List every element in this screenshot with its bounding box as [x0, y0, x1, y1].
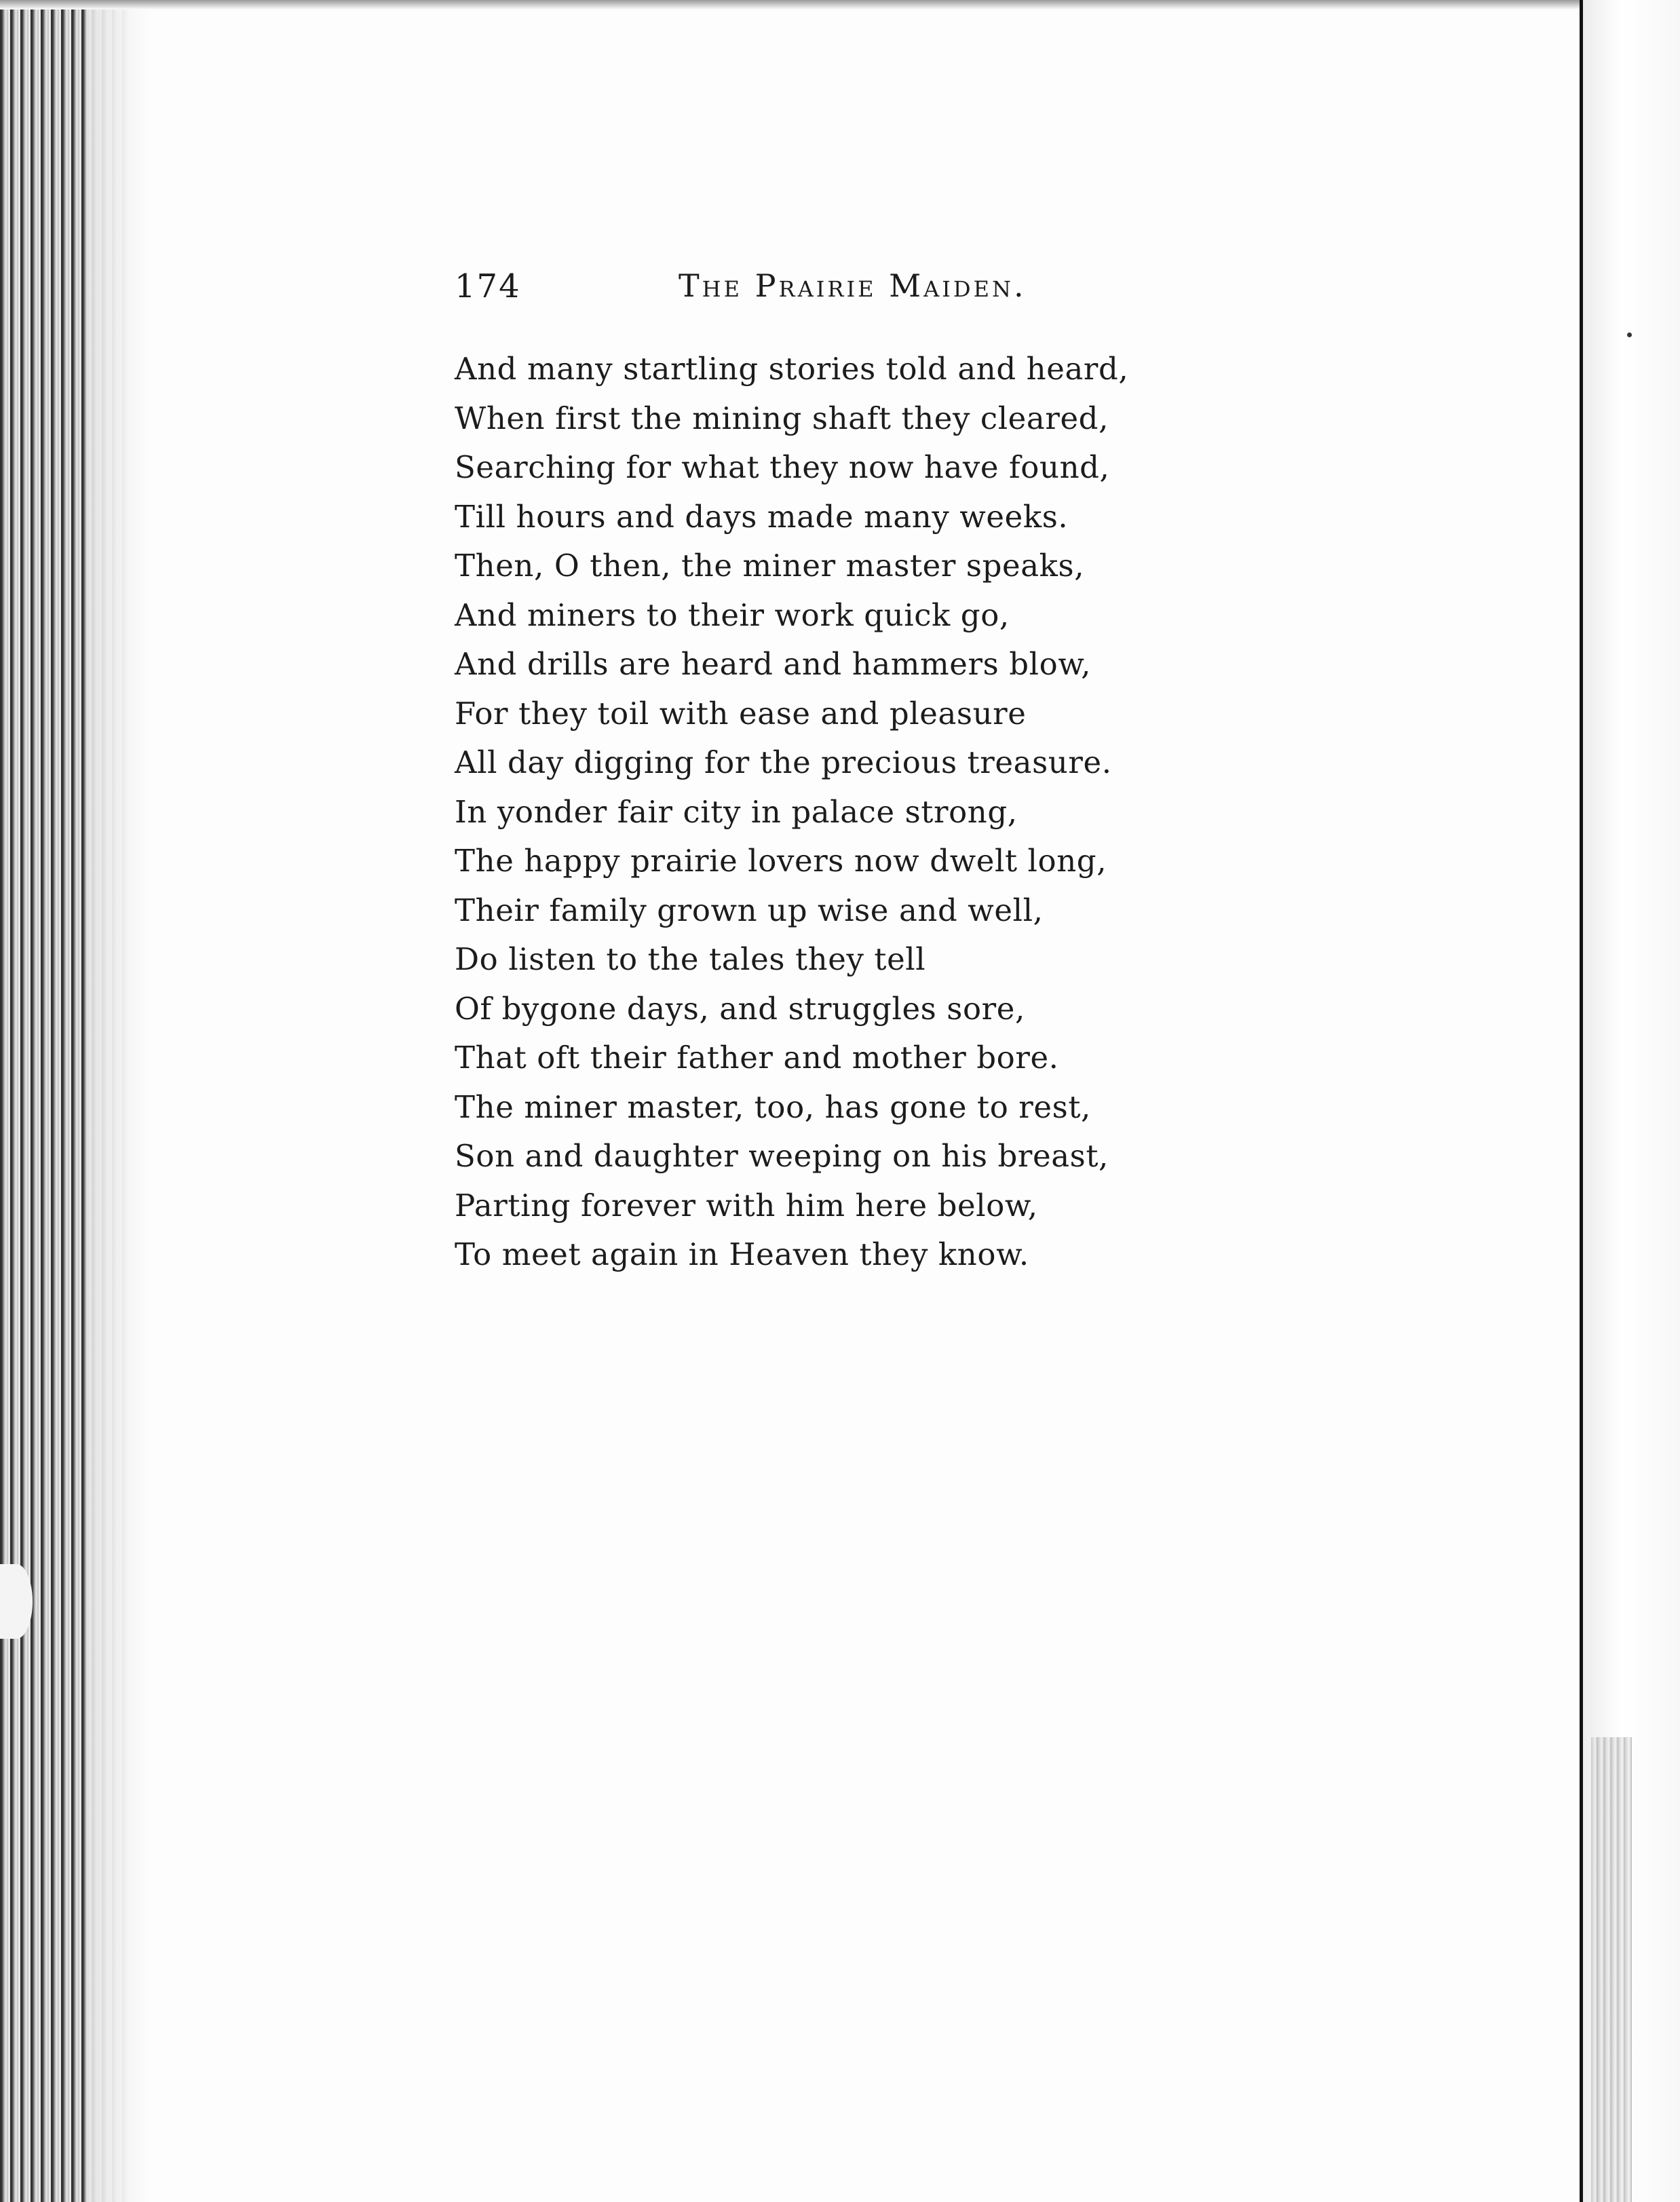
poem-line: For they toil with ease and pleasure [455, 695, 1027, 732]
poem-line: Son and daughter weeping on his breast, [455, 1138, 1109, 1174]
poem-line: Till hours and days made many weeks. [455, 498, 1069, 535]
poem-line: Parting forever with him here below, [455, 1187, 1038, 1223]
poem-line: Do listen to the tales they tell [455, 941, 926, 977]
poem-line: That oft their father and mother bore. [455, 1040, 1059, 1076]
poem-line: When first the mining shaft they cleared, [455, 400, 1109, 436]
poem-line: And drills are heard and hammers blow, [455, 646, 1092, 682]
page-content [455, 251, 1581, 1272]
poem-line: To meet again in Heaven they know. [455, 1236, 1029, 1272]
binding-shadow [88, 0, 149, 2202]
page-number: 174 [455, 267, 521, 305]
page-top-edge [0, 0, 1680, 10]
poem-body [455, 345, 1128, 1280]
poem-line: Searching for what they now have found, [455, 449, 1110, 485]
poem-line: Their family grown up wise and well, [455, 892, 1044, 928]
poem-line: The miner master, too, has gone to rest, [455, 1088, 1091, 1125]
running-head [455, 251, 1581, 312]
page-stack-edges [1591, 1737, 1632, 2202]
poem-line: Of bygone days, and struggles sore, [455, 990, 1025, 1027]
scan-speck [1627, 333, 1632, 337]
poem-line: The happy prairie lovers now dwelt long, [455, 843, 1107, 879]
poem-line: And many startling stories told and heard, [455, 351, 1129, 387]
running-title: The Prairie Maiden. [679, 267, 1027, 304]
poem-line: In yonder fair city in palace strong, [455, 793, 1018, 830]
binding-tab [0, 1564, 33, 1639]
poem-line: All day digging for the precious treasure. [455, 744, 1112, 780]
poem-line: Then, O then, the miner master speaks, [455, 548, 1085, 584]
poem-line: And miners to their work quick go, [455, 596, 1010, 633]
